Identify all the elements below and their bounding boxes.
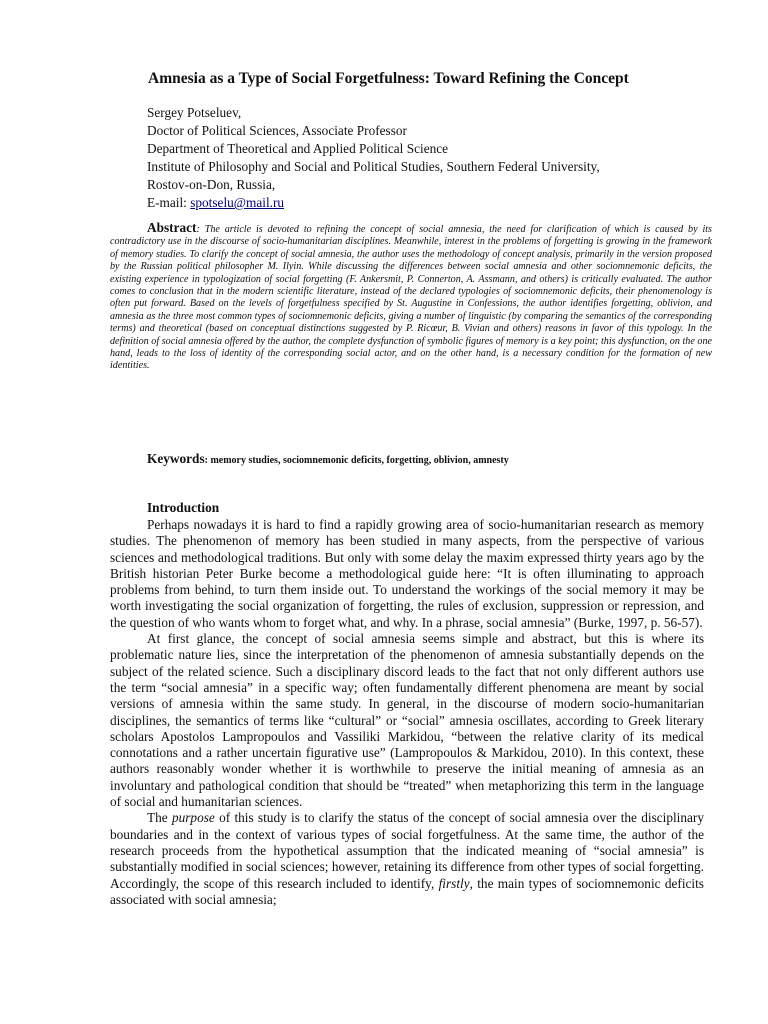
introduction-heading: Introduction [147,500,220,515]
keywords-label: Keywords [147,451,205,466]
paper-title: Amnesia as a Type of Social Forgetfulness: Toward Refining the Concept [148,70,629,87]
author-degree: Doctor of Political Sciences, Associate Professor [147,123,407,138]
author-city: Rostov-on-Don, Russia, [147,177,276,192]
paragraph-text: , the main types of sociomnemonic deficits associated with social amnesia; [110,875,704,907]
emphasis-firstly: firstly [438,875,470,891]
paragraph-text: of this study is to clarify the status of the concept of social amnesia over the disciplinary boundaries and in the context of various types of social forgetfulness. At the same time, the author of the research proceeds from the hypothetical assumption that the indicated meaning of “social amnesia” is substantially modified in social sciences; however, retaining its difference from other types of social forgetting. Accordingly, the scope of this research included to identify, [110,810,704,891]
paragraph-text: The [147,810,172,826]
author-department: Department of Theoretical and Applied Political Science [147,141,449,156]
keywords [147,451,737,467]
author-institute: Institute of Philosophy and Social and Political Studies, Southern Federal University, [147,159,600,174]
abstract-text: : The article is devoted to refining the concept of social amnesia, the need for clarification of which is caused by its contradictory use in the discourse of socio-humanitarian disciplines. Meanwhile, interest in the problems of forgetting is growing in the framework of memory studies. To clarify the concept of social amnesia, the author uses the methodology of concept analysis, primarily in the version proposed by the Russian political philosopher M. Ilyin. While discussing the differences between social amnesia and other sociomnemonic deficits, the existing experience in typologization of social forgetting (F. Ankersmit, P. Connerton, A. Assmann, and others) is critically evaluated. The author comes to conclusion that in the modern scientific literature, instead of the declared typologies of sociomnemonic deficits, their phenomenology is often put forward. Based on the levels of forgetfulness specified by St. Augustine in Confessions, the author identifies forgetting, oblivion, and amnesia as the three most common types of sociomnemonic deficits, giving a number of linguistic (by comparing the semantics of the corresponding terms) and theoretical (based on conceptual distinctions suggested by P. Ricœur, B. Vivian and others) reasons in favor of this typology. In the definition of social amnesia offered by the author, the complete dysfunction of symbolic figures of memory is a key point; this dysfunction, on the one hand, leads to the loss of identity of the corresponding social actor, and on the other hand, is a necessary condition for the formation of new identities. [110,224,712,372]
emphasis-purpose: purpose [171,810,215,826]
paragraph: At first glance, the concept of social amnesia seems simple and abstract, but this is where its problematic nature lies, since the interpretation of the phenomenon of amnesia substantially depends on the subject of the related science. Such a disciplinary discord leads to the fact that not only different authors use the term “social amnesia” in a specific way; often fundamentally different phenomena are meant by social versions of amnesia within the same study. In general, in the discourse of modern socio-humanitarian disciplines, the semantics of terms like “cultural” or “social” amnesia oscillates, according to Greek literary scholars Apostolos Lampropoulos and Vassiliki Markidou, “between the relative clarity of its medical connotations and a rather uncertain figurative use” (Lampropoulos & Markidou, 2010). In this context, these authors reasonably wonder whether it is worthwhile to preserve the initial meaning of amnesia as an involuntary and pathological condition that should be “treated” when metaphorizing this term in the language of social and humanitarian sciences. [110,631,704,810]
author-email-line [147,194,737,212]
author-block [147,104,737,212]
author-name: Sergey Potseluev, [147,105,242,120]
abstract-label: Abstract [147,220,197,235]
keywords-text: : memory studies, sociomnemonic deficits, forgetting, oblivion, amnesty [204,455,509,466]
paragraph: Perhaps nowadays it is hard to find a rapidly growing area of socio-humanitarian research as memory studies. The phenomenon of memory has been studied in many aspects, from the perspective of various sciences and methodological traditions. But only with some delay the maxim expressed thirty years ago by the British historian Peter Burke become a methodological guide here: “It is often illuminating to approach problems from behind, to turn them inside out. To understand the workings of the social memory it may be worth investigating the social organization of forgetting, the rules of exclusion, suppression or repression, and the question of who wants whom to forget what, and why. In a phrase, social amnesia” (Burke, 1997, p. 56-57). [110,517,704,630]
email-link[interactable]: spotselu@mail.ru [190,195,285,210]
abstract [110,222,712,373]
paragraph [110,810,704,908]
introduction-body [110,517,704,908]
email-label: E-mail: [147,195,191,210]
